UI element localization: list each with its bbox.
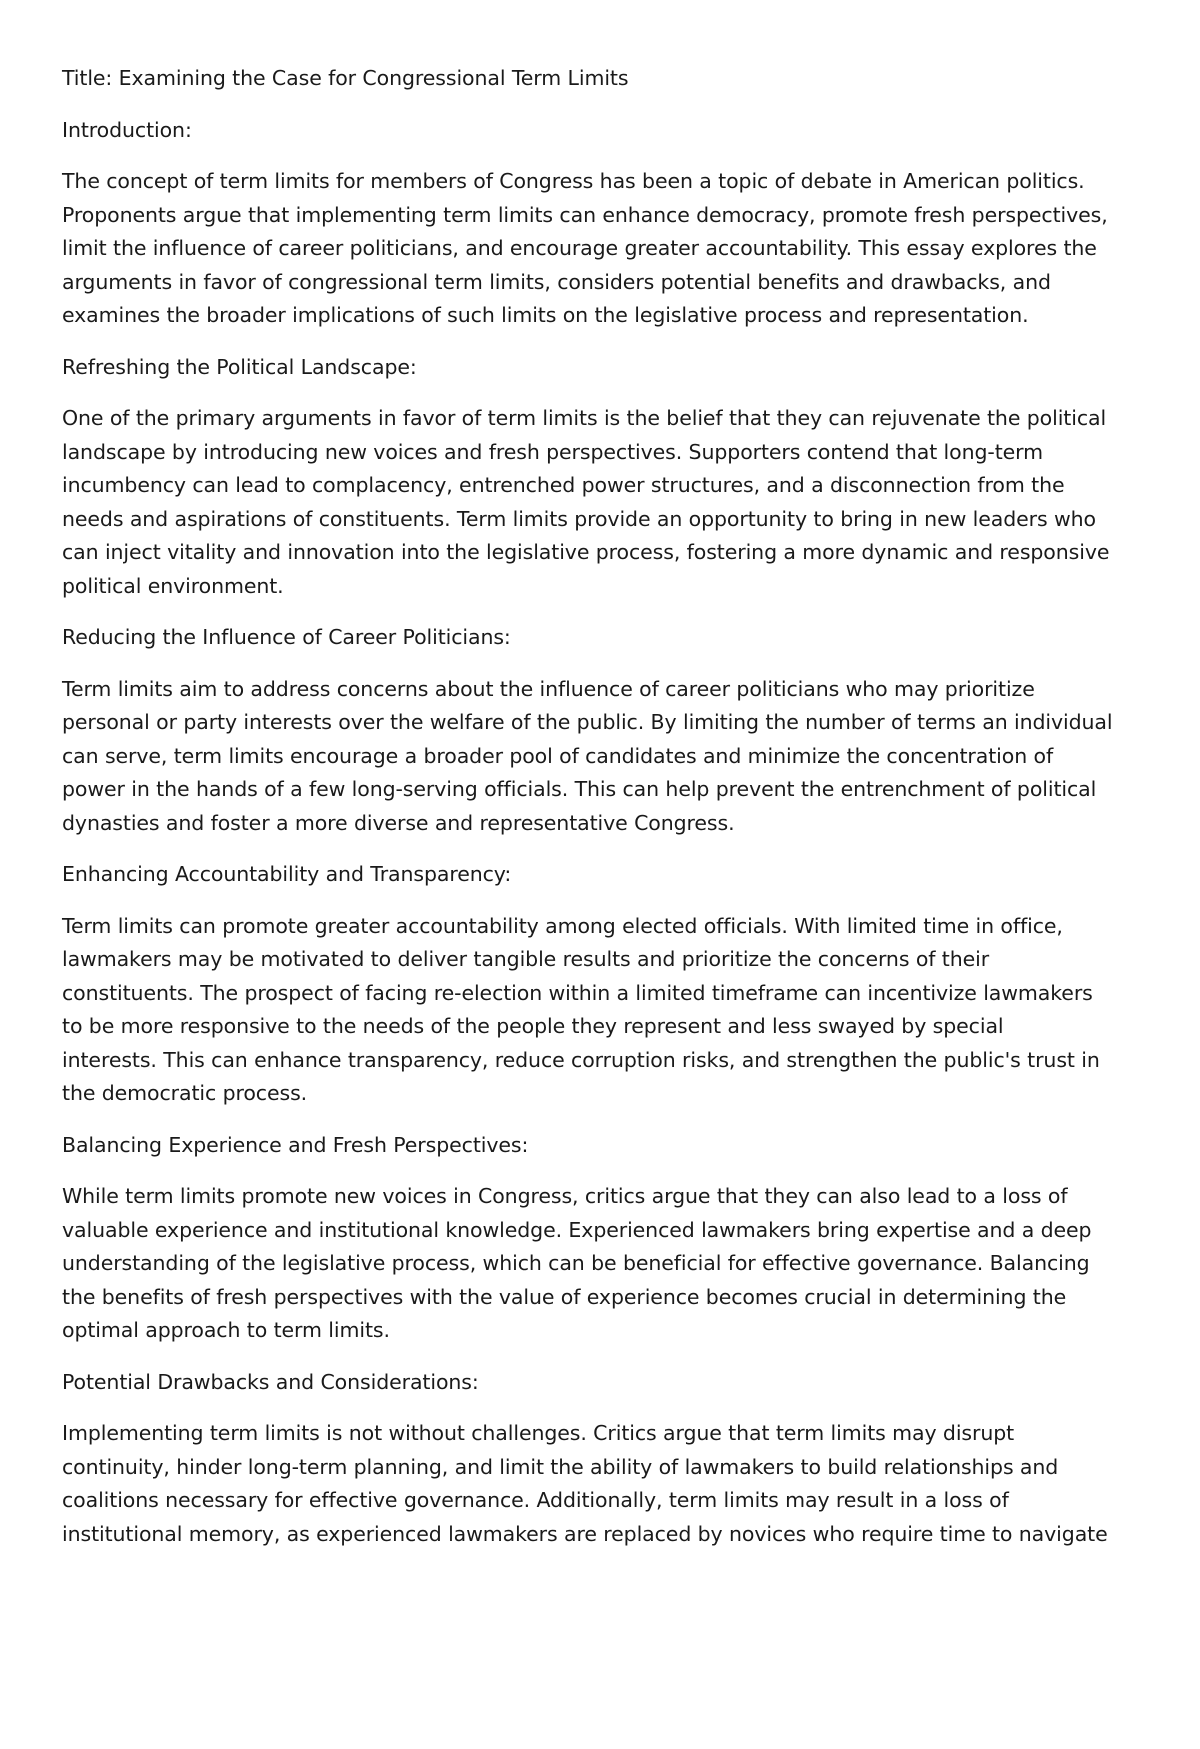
- section-heading-balancing: Balancing Experience and Fresh Perspectives:: [62, 1132, 529, 1157]
- paragraph-line: the democratic process.: [62, 1081, 308, 1105]
- paragraph-line: The concept of term limits for members of Congress has been a topic of debate in American politics.: [62, 169, 1085, 193]
- paragraph-line: lawmakers may be motivated to deliver tangible results and prioritize the concerns of their: [62, 947, 990, 971]
- paragraph-line: can serve, term limits encourage a broader pool of candidates and minimize the concentration of: [62, 743, 1054, 768]
- paragraph-line: political environment.: [62, 573, 284, 598]
- paragraph-line: understanding of the legislative process, which can be beneficial for effective governance. Balancing: [62, 1251, 1090, 1275]
- paragraph-line: interests. This can enhance transparency, reduce corruption risks, and strengthen the public's trust in: [62, 1047, 1100, 1072]
- paragraph-line: needs and aspirations of constituents. Term limits provide an opportunity to bring in new leaders who: [62, 506, 1096, 531]
- paragraph-line: Proponents argue that implementing term limits can enhance democracy, promote fresh perspectives,: [62, 202, 1108, 227]
- section-heading-accountability: Enhancing Accountability and Transparency:: [62, 862, 512, 886]
- paragraph-line: constituents. The prospect of facing re-election within a limited timeframe can incentivize lawmakers: [62, 980, 1093, 1005]
- paragraph-line: Term limits aim to address concerns about the influence of career politicians who may prioritize: [62, 676, 1035, 701]
- paragraph-line: the benefits of fresh perspectives with the value of experience becomes crucial in determining the: [62, 1284, 1067, 1309]
- paragraph-line: can inject vitality and innovation into the legislative process, fostering a more dynamic and responsive: [62, 540, 1110, 564]
- paragraph-drawbacks: [62, 1417, 1142, 1551]
- paragraph-line: Implementing term limits is not without challenges. Critics argue that term limits may disrupt: [62, 1421, 1015, 1445]
- paragraph-line: examines the broader implications of such limits on the legislative process and representation.: [62, 303, 1029, 327]
- paragraph-line: institutional memory, as experienced lawmakers are replaced by novices who require time to navigate: [62, 1521, 1108, 1546]
- document-body: [62, 62, 1142, 1569]
- paragraph-line: Term limits can promote greater accountability among elected officials. With limited time in office,: [62, 913, 1063, 938]
- paragraph-line: power in the hands of a few long-serving officials. This can help prevent the entrenchment of political: [62, 777, 1097, 801]
- section-heading-introduction: Introduction:: [62, 117, 192, 142]
- paragraph-balancing: [62, 1180, 1142, 1348]
- paragraph-line: optimal approach to term limits.: [62, 1318, 390, 1342]
- paragraph-line: incumbency can lead to complacency, entrenched power structures, and a disconnection from the: [62, 473, 1065, 497]
- section-heading-career-politicians: Reducing the Influence of Career Politicians:: [62, 625, 511, 649]
- paragraph-line: limit the influence of career politicians, and encourage greater accountability. This essay explores the: [62, 236, 1097, 260]
- paragraph-line: coalitions necessary for effective governance. Additionally, term limits may result in a loss of: [62, 1488, 1009, 1512]
- paragraph-accountability: [62, 910, 1142, 1111]
- document-title: Title: Examining the Case for Congressional Term Limits: [62, 66, 629, 90]
- paragraph-career-politicians: [62, 673, 1142, 841]
- paragraph-line: to be more responsive to the needs of the people they represent and less swayed by special: [62, 1014, 1004, 1038]
- paragraph-line: valuable experience and institutional knowledge. Experienced lawmakers bring expertise and a deep: [62, 1217, 1092, 1242]
- paragraph-line: While term limits promote new voices in Congress, critics argue that they can also lead to a loss of: [62, 1184, 1068, 1208]
- section-heading-refreshing: Refreshing the Political Landscape:: [62, 354, 417, 379]
- paragraph-line: arguments in favor of congressional term limits, considers potential benefits and drawbacks, and: [62, 269, 1051, 294]
- paragraph-line: landscape by introducing new voices and fresh perspectives. Supporters contend that long-term: [62, 439, 1043, 464]
- paragraph-introduction: [62, 165, 1142, 333]
- paragraph-line: continuity, hinder long-term planning, and limit the ability of lawmakers to build relationships and: [62, 1454, 1059, 1479]
- paragraph-line: personal or party interests over the welfare of the public. By limiting the number of terms an individual: [62, 710, 1113, 734]
- paragraph-refreshing: [62, 402, 1142, 603]
- section-heading-drawbacks: Potential Drawbacks and Considerations:: [62, 1369, 479, 1394]
- paragraph-line: dynasties and foster a more diverse and representative Congress.: [62, 810, 735, 835]
- paragraph-line: One of the primary arguments in favor of term limits is the belief that they can rejuvenate the political: [62, 406, 1107, 430]
